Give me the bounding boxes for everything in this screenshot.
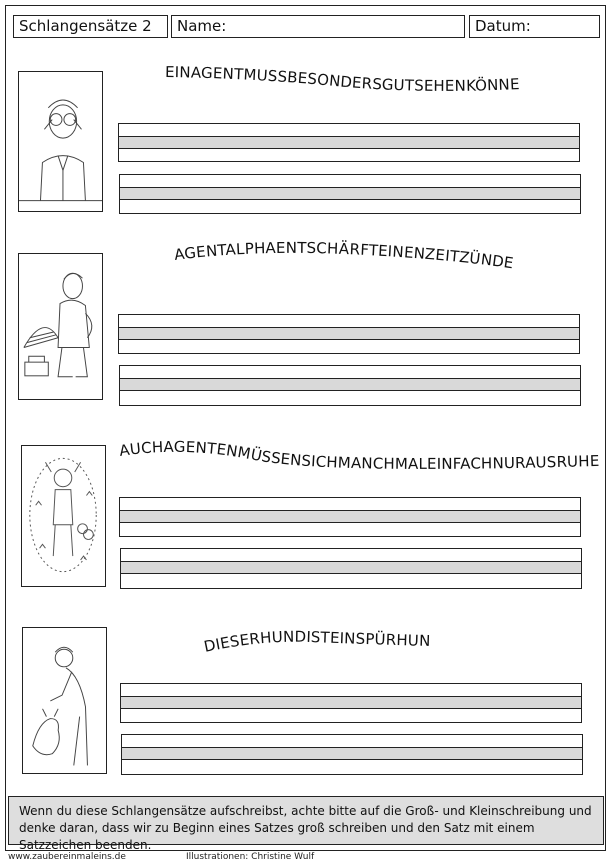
writing-lines[interactable]	[121, 734, 583, 775]
svg-text:AUCHAGENTENMÜSSENSICHMANCHMALE: AUCHAGENTENMÜSSENSICHMANCHMALEINFACHNURAUSRUHEN	[109, 422, 600, 473]
snake-sentence-3	[109, 422, 605, 476]
snake-sentence-4	[194, 614, 440, 664]
website-credit: www.zaubereinmaleins.de	[8, 852, 126, 862]
illustration-agent-with-dog	[22, 627, 107, 774]
svg-text:AGENTALPHAENTSCHÄRFTEINENZEITZ: AGENTALPHAENTSCHÄRFTEINENZEITZÜNDER.	[164, 224, 515, 273]
illustration-agent-timer-bomb	[18, 253, 103, 400]
snake-sentence-2	[164, 224, 520, 278]
writing-lines[interactable]	[119, 174, 581, 214]
illustrator-credit: Illustrationen: Christine Wulf	[186, 852, 315, 862]
writing-lines[interactable]	[118, 123, 580, 162]
writing-lines[interactable]	[119, 365, 581, 406]
name-field[interactable]: Name:	[171, 15, 465, 38]
svg-text:EINAGENTMUSSBESONDERSGUTSEHENK: EINAGENTMUSSBESONDERSGUTSEHENKÖNNEN.	[154, 48, 521, 95]
writing-lines[interactable]	[120, 548, 582, 589]
writing-lines[interactable]	[119, 497, 581, 537]
instruction-box: Wenn du diese Schlangensätze aufschreibst, achte bitte auf die Groß- und Kleinschreibung und denke daran, dass wir zu Beginn eines Satzes groß schreiben und den Satz mit einem Satzzeichen beenden.	[8, 796, 604, 845]
worksheet-title: Schlangensätze 2	[13, 15, 168, 38]
illustration-agent-resting	[21, 445, 106, 587]
writing-lines[interactable]	[120, 683, 582, 723]
illustration-agent-binoculars	[18, 71, 103, 212]
date-field[interactable]: Datum:	[469, 15, 600, 38]
snake-sentence-1	[154, 48, 530, 98]
svg-text:DIESERHUNDISTEINSPÜRHUND.: DIESERHUNDISTEINSPÜRHUND.	[194, 614, 431, 656]
writing-lines[interactable]	[118, 314, 580, 354]
